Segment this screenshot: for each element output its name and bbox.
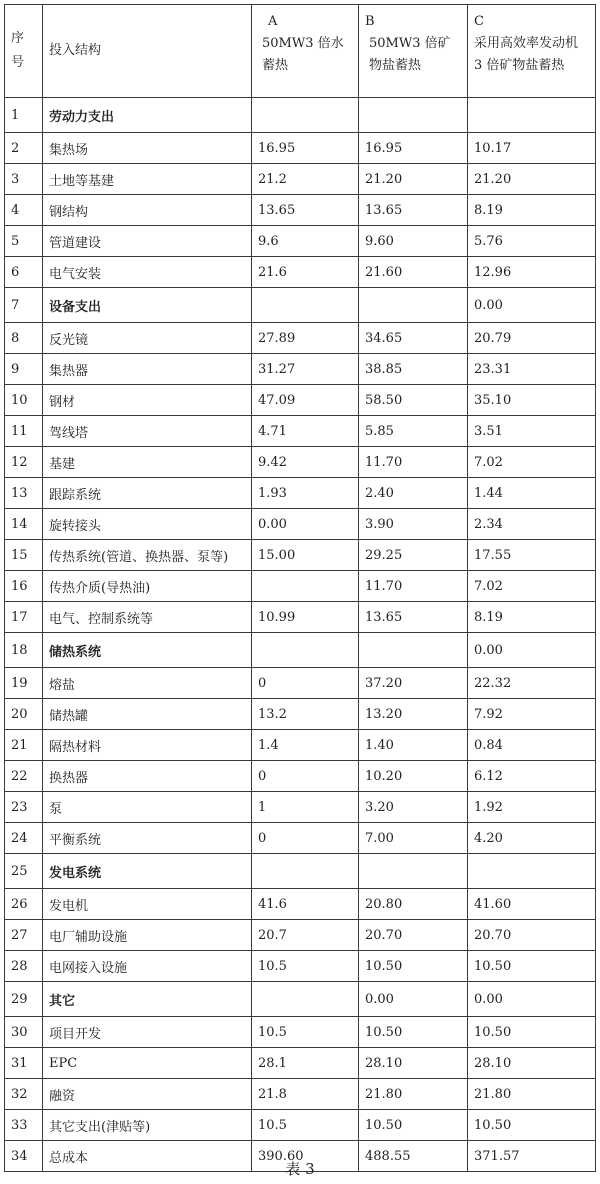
- value-c-cell: 0.00: [468, 633, 596, 668]
- table-row: [5, 323, 596, 354]
- header-col-b: [359, 5, 468, 98]
- row-number-cell: 22: [5, 761, 43, 792]
- row-number-cell: 24: [5, 823, 43, 854]
- table-row: [5, 571, 596, 602]
- value-c-cell: 1.92: [468, 792, 596, 823]
- value-a-cell: 16.95: [252, 133, 359, 164]
- value-c-cell: 4.20: [468, 823, 596, 854]
- value-c-cell: 22.32: [468, 668, 596, 699]
- row-number-cell: 30: [5, 1017, 43, 1048]
- item-name-cell: 发电机: [43, 889, 252, 920]
- value-b-cell: 0.00: [359, 982, 468, 1017]
- value-b-cell: 38.85: [359, 354, 468, 385]
- header-b-label: 50MW3 倍矿物盐蓄热: [369, 36, 451, 73]
- value-c-cell: 20.79: [468, 323, 596, 354]
- row-number-cell: 13: [5, 478, 43, 509]
- value-a-cell: 28.1: [252, 1048, 359, 1079]
- item-name-cell: 电厂辅助设施: [43, 920, 252, 951]
- value-a-cell: 0.00: [252, 509, 359, 540]
- value-a-cell: 41.6: [252, 889, 359, 920]
- table-row: [5, 385, 596, 416]
- value-a-cell: [252, 288, 359, 323]
- value-b-cell: 10.50: [359, 1110, 468, 1141]
- item-name-cell: 集热器: [43, 354, 252, 385]
- value-a-cell: 21.8: [252, 1079, 359, 1110]
- section-title-cell: 发电系统: [43, 854, 252, 889]
- value-c-cell: 17.55: [468, 540, 596, 571]
- value-b-cell: [359, 633, 468, 668]
- value-b-cell: 10.50: [359, 951, 468, 982]
- table-row: [5, 354, 596, 385]
- value-c-cell: 35.10: [468, 385, 596, 416]
- value-b-cell: 20.80: [359, 889, 468, 920]
- row-number-cell: 12: [5, 447, 43, 478]
- value-b-cell: 34.65: [359, 323, 468, 354]
- item-name-cell: 基建: [43, 447, 252, 478]
- value-b-cell: 10.50: [359, 1017, 468, 1048]
- header-col-a: [252, 5, 359, 98]
- value-b-cell: 7.00: [359, 823, 468, 854]
- item-name-cell: 其它支出(津贴等): [43, 1110, 252, 1141]
- value-b-cell: [359, 854, 468, 889]
- row-number-cell: 31: [5, 1048, 43, 1079]
- value-a-cell: 10.99: [252, 602, 359, 633]
- row-number-cell: 11: [5, 416, 43, 447]
- value-c-cell: [468, 98, 596, 133]
- value-c-cell: 371.57: [468, 1141, 596, 1172]
- value-b-cell: 28.10: [359, 1048, 468, 1079]
- row-number-cell: 29: [5, 982, 43, 1017]
- row-number-cell: 5: [5, 226, 43, 257]
- value-b-cell: 29.25: [359, 540, 468, 571]
- value-c-cell: 0.84: [468, 730, 596, 761]
- value-b-cell: 11.70: [359, 571, 468, 602]
- value-b-cell: 9.60: [359, 226, 468, 257]
- value-b-cell: 13.65: [359, 602, 468, 633]
- item-name-cell: 项目开发: [43, 1017, 252, 1048]
- row-number-cell: 18: [5, 633, 43, 668]
- value-a-cell: [252, 571, 359, 602]
- value-b-cell: [359, 98, 468, 133]
- value-c-cell: 3.51: [468, 416, 596, 447]
- item-name-cell: 钢材: [43, 385, 252, 416]
- value-b-cell: 13.20: [359, 699, 468, 730]
- value-a-cell: [252, 98, 359, 133]
- row-number-cell: 7: [5, 288, 43, 323]
- value-b-cell: [359, 288, 468, 323]
- value-a-cell: 21.2: [252, 164, 359, 195]
- item-name-cell: 钢结构: [43, 195, 252, 226]
- value-a-cell: 0: [252, 761, 359, 792]
- item-name-cell: 熔盐: [43, 668, 252, 699]
- row-number-cell: 9: [5, 354, 43, 385]
- value-c-cell: 21.80: [468, 1079, 596, 1110]
- table-header-row: [5, 5, 596, 98]
- item-name-cell: 土地等基建: [43, 164, 252, 195]
- value-c-cell: 1.44: [468, 478, 596, 509]
- value-c-cell: 7.92: [468, 699, 596, 730]
- row-number-cell: 26: [5, 889, 43, 920]
- header-c-letter: C: [474, 14, 484, 29]
- row-number-cell: 27: [5, 920, 43, 951]
- value-c-cell: 21.20: [468, 164, 596, 195]
- value-b-cell: 37.20: [359, 668, 468, 699]
- value-a-cell: [252, 982, 359, 1017]
- row-number-cell: 28: [5, 951, 43, 982]
- header-c-label: 采用高效率发动机 3 倍矿物盐蓄热: [474, 36, 579, 73]
- value-a-cell: 13.2: [252, 699, 359, 730]
- table-row: [5, 226, 596, 257]
- section-row: [5, 288, 596, 323]
- section-title-cell: 储热系统: [43, 633, 252, 668]
- value-a-cell: [252, 854, 359, 889]
- table-row: [5, 133, 596, 164]
- table-row: [5, 761, 596, 792]
- table-caption: 表 3: [285, 1160, 315, 1178]
- table-row: [5, 602, 596, 633]
- table-row: [5, 1079, 596, 1110]
- row-number-cell: 8: [5, 323, 43, 354]
- value-c-cell: 8.19: [468, 602, 596, 633]
- table-row: [5, 730, 596, 761]
- value-b-cell: 10.20: [359, 761, 468, 792]
- table-body: [5, 5, 596, 1172]
- item-name-cell: 平衡系统: [43, 823, 252, 854]
- header-item: 投入结构: [43, 5, 252, 98]
- value-c-cell: 20.70: [468, 920, 596, 951]
- row-number-cell: 21: [5, 730, 43, 761]
- row-number-cell: 16: [5, 571, 43, 602]
- value-a-cell: 15.00: [252, 540, 359, 571]
- item-name-cell: 电气安装: [43, 257, 252, 288]
- row-number-cell: 6: [5, 257, 43, 288]
- section-row: [5, 98, 596, 133]
- value-a-cell: 20.7: [252, 920, 359, 951]
- table-row: [5, 792, 596, 823]
- item-name-cell: 反光镜: [43, 323, 252, 354]
- value-b-cell: 58.50: [359, 385, 468, 416]
- value-b-cell: 16.95: [359, 133, 468, 164]
- item-name-cell: 电网接入设施: [43, 951, 252, 982]
- value-c-cell: 0.00: [468, 288, 596, 323]
- value-b-cell: 20.70: [359, 920, 468, 951]
- item-name-cell: 隔热材料: [43, 730, 252, 761]
- value-b-cell: 11.70: [359, 447, 468, 478]
- item-name-cell: 驾线塔: [43, 416, 252, 447]
- value-a-cell: 31.27: [252, 354, 359, 385]
- header-a-letter: A: [268, 14, 278, 29]
- value-b-cell: 21.80: [359, 1079, 468, 1110]
- value-c-cell: 0.00: [468, 982, 596, 1017]
- item-name-cell: 集热场: [43, 133, 252, 164]
- table-row: [5, 478, 596, 509]
- value-b-cell: 2.40: [359, 478, 468, 509]
- table-row: [5, 951, 596, 982]
- value-a-cell: 10.5: [252, 1017, 359, 1048]
- table-row: [5, 699, 596, 730]
- item-name-cell: 管道建设: [43, 226, 252, 257]
- value-c-cell: 5.76: [468, 226, 596, 257]
- value-a-cell: 13.65: [252, 195, 359, 226]
- value-b-cell: 5.85: [359, 416, 468, 447]
- table-row: [5, 195, 596, 226]
- value-a-cell: 1: [252, 792, 359, 823]
- value-c-cell: [468, 854, 596, 889]
- item-name-cell: 旋转接头: [43, 509, 252, 540]
- value-b-cell: 3.20: [359, 792, 468, 823]
- row-number-cell: 20: [5, 699, 43, 730]
- item-name-cell: EPC: [43, 1048, 252, 1079]
- row-number-cell: 25: [5, 854, 43, 889]
- value-a-cell: 390.60: [252, 1141, 359, 1172]
- row-number-cell: 34: [5, 1141, 43, 1172]
- row-number-cell: 1: [5, 98, 43, 133]
- header-b-letter: B: [365, 14, 375, 29]
- table-row: [5, 257, 596, 288]
- row-number-cell: 32: [5, 1079, 43, 1110]
- value-a-cell: 10.5: [252, 951, 359, 982]
- value-c-cell: 7.02: [468, 447, 596, 478]
- row-number-cell: 4: [5, 195, 43, 226]
- section-title-cell: 设备支出: [43, 288, 252, 323]
- value-a-cell: 1.93: [252, 478, 359, 509]
- item-name-cell: 储热罐: [43, 699, 252, 730]
- table-row: [5, 540, 596, 571]
- value-c-cell: 12.96: [468, 257, 596, 288]
- value-c-cell: 41.60: [468, 889, 596, 920]
- row-number-cell: 23: [5, 792, 43, 823]
- value-b-cell: 21.20: [359, 164, 468, 195]
- row-number-cell: 33: [5, 1110, 43, 1141]
- header-col-c: [468, 5, 596, 98]
- item-name-cell: 换热器: [43, 761, 252, 792]
- item-name-cell: 融资: [43, 1079, 252, 1110]
- item-name-cell: 传热系统(管道、换热器、泵等): [43, 540, 252, 571]
- value-a-cell: 27.89: [252, 323, 359, 354]
- section-title-cell: 其它: [43, 982, 252, 1017]
- cost-structure-table: [4, 4, 596, 1172]
- table-row: [5, 1110, 596, 1141]
- row-number-cell: 17: [5, 602, 43, 633]
- value-c-cell: 10.50: [468, 1110, 596, 1141]
- value-a-cell: 9.6: [252, 226, 359, 257]
- value-c-cell: 6.12: [468, 761, 596, 792]
- value-c-cell: 23.31: [468, 354, 596, 385]
- section-title-cell: 劳动力支出: [43, 98, 252, 133]
- value-b-cell: 488.55: [359, 1141, 468, 1172]
- table-row: [5, 164, 596, 195]
- header-a-label: 50MW3 倍水蓄热: [262, 36, 344, 73]
- section-row: [5, 982, 596, 1017]
- item-name-cell: 总成本: [43, 1141, 252, 1172]
- table-row: [5, 889, 596, 920]
- value-c-cell: 10.50: [468, 951, 596, 982]
- section-row: [5, 854, 596, 889]
- value-a-cell: 9.42: [252, 447, 359, 478]
- value-b-cell: 21.60: [359, 257, 468, 288]
- row-number-cell: 3: [5, 164, 43, 195]
- table-row: [5, 1017, 596, 1048]
- table-row: [5, 823, 596, 854]
- table-row: [5, 447, 596, 478]
- value-a-cell: 0: [252, 668, 359, 699]
- value-a-cell: [252, 633, 359, 668]
- value-c-cell: 28.10: [468, 1048, 596, 1079]
- value-a-cell: 47.09: [252, 385, 359, 416]
- row-number-cell: 10: [5, 385, 43, 416]
- item-name-cell: 泵: [43, 792, 252, 823]
- value-c-cell: 10.17: [468, 133, 596, 164]
- row-number-cell: 19: [5, 668, 43, 699]
- row-number-cell: 2: [5, 133, 43, 164]
- value-c-cell: 7.02: [468, 571, 596, 602]
- row-number-cell: 15: [5, 540, 43, 571]
- item-name-cell: 传热介质(导热油): [43, 571, 252, 602]
- value-a-cell: 1.4: [252, 730, 359, 761]
- value-c-cell: 10.50: [468, 1017, 596, 1048]
- value-b-cell: 3.90: [359, 509, 468, 540]
- section-row: [5, 633, 596, 668]
- value-b-cell: 1.40: [359, 730, 468, 761]
- header-no: 序号: [5, 5, 43, 98]
- value-c-cell: 2.34: [468, 509, 596, 540]
- item-name-cell: 跟踪系统: [43, 478, 252, 509]
- value-a-cell: 21.6: [252, 257, 359, 288]
- table-row: [5, 509, 596, 540]
- table-row: [5, 416, 596, 447]
- value-b-cell: 13.65: [359, 195, 468, 226]
- value-a-cell: 4.71: [252, 416, 359, 447]
- item-name-cell: 电气、控制系统等: [43, 602, 252, 633]
- table-row: [5, 668, 596, 699]
- table-row: [5, 1048, 596, 1079]
- value-c-cell: 8.19: [468, 195, 596, 226]
- row-number-cell: 14: [5, 509, 43, 540]
- value-a-cell: 0: [252, 823, 359, 854]
- value-a-cell: 10.5: [252, 1110, 359, 1141]
- table-row: [5, 920, 596, 951]
